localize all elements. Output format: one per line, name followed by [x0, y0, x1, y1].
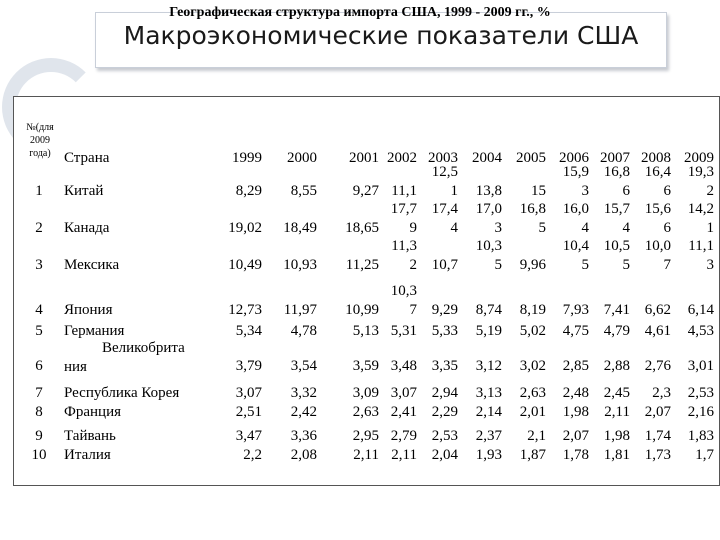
country-name: Канада	[64, 220, 110, 236]
row-number: 4	[35, 302, 43, 318]
value-cell: 3,12	[475, 358, 502, 374]
value-cell: 6,14	[687, 302, 714, 318]
value-cell: 10,49	[228, 257, 262, 273]
country-name: Италия	[64, 447, 111, 463]
value-cell: 2,53	[431, 428, 458, 444]
row-number: 6	[35, 358, 43, 374]
value-cell: 1,87	[519, 447, 546, 463]
value-cell: 16,8 5	[519, 201, 546, 236]
value-cell: 8,29	[235, 183, 262, 199]
value-cell: 5,33	[431, 323, 458, 339]
value-cell: 10,7	[431, 257, 458, 273]
value-cell: 7,93	[562, 302, 589, 318]
header-no-line-2: 2009	[30, 135, 50, 146]
value-cell: 2,95	[352, 428, 379, 444]
value-cell: 1,83	[687, 428, 714, 444]
value-cell: 4,61	[644, 323, 671, 339]
country-name: Китай	[64, 183, 104, 199]
value-cell: 9,96	[519, 257, 546, 273]
value-cell: 6,62	[644, 302, 671, 318]
value-cell: 2,51	[235, 404, 262, 420]
value-cell: 11,1	[391, 183, 417, 199]
value-cell: 8,55	[290, 183, 317, 199]
value-cell: 4,79	[603, 323, 630, 339]
value-cell: 1,74	[644, 428, 671, 444]
value-cell: 3,79	[235, 358, 262, 374]
value-cell: 1,73	[644, 447, 671, 463]
value-cell: 2,79	[390, 428, 417, 444]
value-cell: 2,07	[562, 428, 589, 444]
value-cell: 3,01	[687, 358, 714, 374]
value-cell: 3,48	[390, 358, 417, 374]
value-cell: 15,9 3	[562, 164, 589, 199]
value-cell: 2,01	[519, 404, 546, 420]
value-cell: 11,1 3	[688, 238, 714, 273]
header-no-line-3: года)	[29, 148, 51, 159]
row-number: 8	[35, 404, 43, 420]
slide-title: Макроэкономические показатели США	[123, 21, 639, 50]
value-cell: 2,1	[527, 428, 546, 444]
value-cell: 4,75	[562, 323, 589, 339]
value-cell: 10,0 7	[644, 238, 671, 273]
year-header-2000: 2000	[287, 150, 317, 166]
value-cell: 8,74	[475, 302, 502, 318]
value-cell: 10,5 5	[603, 238, 630, 273]
value-cell: 18,65	[345, 220, 379, 236]
value-cell: 3,02	[519, 358, 546, 374]
value-cell: 1,7	[695, 447, 714, 463]
value-cell: 5,31	[390, 323, 417, 339]
value-cell: 5,34	[235, 323, 262, 339]
value-cell: 3,09	[352, 385, 379, 401]
year-header-2004: 2004	[472, 150, 502, 166]
value-cell: 2,11	[353, 447, 379, 463]
value-cell: 12,5 1	[431, 164, 458, 199]
value-cell: 17,7 9	[390, 201, 417, 236]
row-number: 9	[35, 428, 43, 444]
value-cell: 2,53	[687, 385, 714, 401]
value-cell: 3,32	[290, 385, 317, 401]
value-cell: 3,36	[290, 428, 317, 444]
value-cell: 10,99	[345, 302, 379, 318]
value-cell: 5,19	[475, 323, 502, 339]
value-cell: 14,2 1	[687, 201, 714, 236]
value-cell: 19,3 2	[687, 164, 714, 199]
value-cell: 11,97	[283, 302, 317, 318]
value-cell: 1,81	[603, 447, 630, 463]
value-cell: 7,41	[603, 302, 630, 318]
value-cell: 4,53	[687, 323, 714, 339]
value-cell: 2,2	[243, 447, 262, 463]
value-cell: 1,98	[562, 404, 589, 420]
value-cell: 3,35	[431, 358, 458, 374]
year-header-2008: 2008	[641, 150, 671, 166]
value-cell: 10,93	[283, 257, 317, 273]
country-name: Тайвань	[64, 428, 116, 444]
import-structure-table	[13, 96, 720, 486]
value-cell: 2,11	[391, 447, 417, 463]
year-header-1999: 1999	[232, 150, 262, 166]
year-header-2003: 2003	[428, 150, 458, 166]
header-country: Страна	[64, 150, 110, 166]
value-cell: 2,16	[687, 404, 714, 420]
value-cell: 2,63	[352, 404, 379, 420]
value-cell: 19,02	[228, 220, 262, 236]
value-cell: 3,13	[475, 385, 502, 401]
header-no	[17, 121, 63, 160]
value-cell: 5,13	[352, 323, 379, 339]
value-cell: 9,29	[431, 302, 458, 318]
value-cell: 10,3 5	[475, 238, 502, 273]
row-number: 2	[35, 220, 43, 236]
value-cell: 2,04	[431, 447, 458, 463]
value-cell: 2,88	[603, 358, 630, 374]
value-cell: 15,7 4	[603, 201, 630, 236]
value-cell: 2,08	[290, 447, 317, 463]
row-number: 5	[35, 323, 43, 339]
row-number: 3	[35, 257, 43, 273]
value-cell: 15,6 6	[644, 201, 671, 236]
country-name: Республика Корея	[64, 385, 180, 401]
country-name: Франция	[64, 404, 121, 420]
value-cell: 2,76	[644, 358, 671, 374]
value-cell: 16,4 6	[644, 164, 671, 199]
value-cell: 17,0 3	[475, 201, 502, 236]
value-cell: 8,19	[519, 302, 546, 318]
value-cell: 12,73	[228, 302, 262, 318]
country-name: Германия	[64, 323, 125, 339]
value-cell: 2,07	[644, 404, 671, 420]
country-name: Япония	[64, 302, 113, 318]
value-cell: 2,48	[562, 385, 589, 401]
value-cell: 18,49	[283, 220, 317, 236]
value-cell: 1,93	[475, 447, 502, 463]
value-cell: 3,07	[235, 385, 262, 401]
value-cell: 16,8 6	[603, 164, 630, 199]
header-no-line-1: №(для	[26, 122, 54, 133]
value-cell: 17,4 4	[431, 201, 458, 236]
value-cell: 3,47	[235, 428, 262, 444]
row-number: 1	[35, 183, 43, 199]
year-header-2001: 2001	[349, 150, 379, 166]
year-header-2007: 2007	[600, 150, 630, 166]
value-cell: 13,8	[475, 183, 502, 199]
value-cell: 2,42	[290, 404, 317, 420]
year-header-2002: 2002	[387, 150, 417, 166]
value-cell: 2,41	[390, 404, 417, 420]
year-header-2006: 2006	[559, 150, 589, 166]
value-cell: 4,78	[290, 323, 317, 339]
value-cell: 9,27	[352, 183, 379, 199]
value-cell: 11,3 2	[391, 238, 417, 273]
value-cell: 5,02	[519, 323, 546, 339]
row-number: 7	[35, 385, 43, 401]
value-cell: 2,45	[603, 385, 630, 401]
row-number: 10	[31, 447, 47, 463]
year-header-2009: 2009	[684, 150, 714, 166]
value-cell: 3,59	[352, 358, 379, 374]
value-cell: 10,4 5	[562, 238, 589, 273]
value-cell: 1,78	[562, 447, 589, 463]
value-cell: 16,0 4	[562, 201, 589, 236]
table-caption: Географическая структура импорта США, 1999 - 2009 гг., %	[169, 5, 551, 20]
value-cell: 2,94	[431, 385, 458, 401]
value-cell: 2,63	[519, 385, 546, 401]
value-cell: 2,29	[431, 404, 458, 420]
value-cell: 2,14	[475, 404, 502, 420]
value-cell: 11,25	[345, 257, 379, 273]
value-cell: 3,54	[290, 358, 317, 374]
value-cell: 3,07	[390, 385, 417, 401]
value-cell: 2,11	[604, 404, 630, 420]
year-header-2005: 2005	[516, 150, 546, 166]
value-cell: 10,3 7	[390, 283, 417, 318]
value-cell: 15	[531, 183, 546, 199]
country-name: Великобрита ния	[64, 340, 185, 375]
value-cell: 1,98	[603, 428, 630, 444]
value-cell: 2,37	[475, 428, 502, 444]
country-name: Мексика	[64, 257, 120, 273]
value-cell: 2,85	[562, 358, 589, 374]
value-cell: 2,3	[652, 385, 671, 401]
